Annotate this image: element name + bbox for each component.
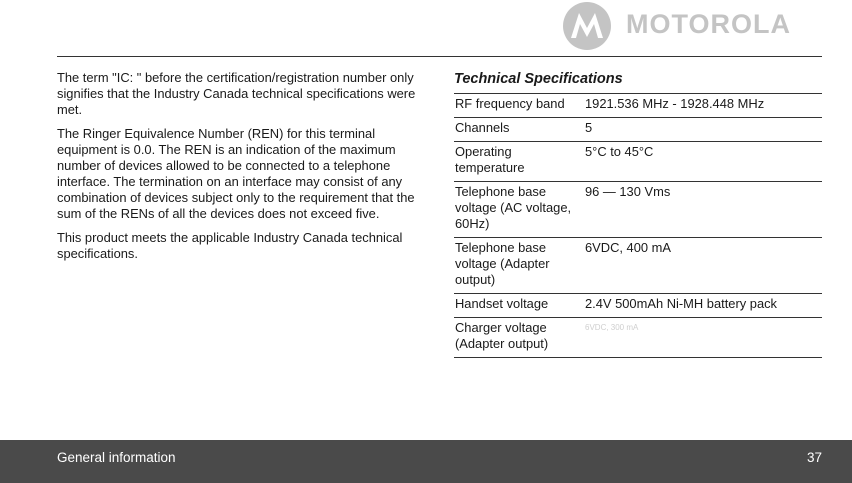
page-number: 37 [806, 450, 822, 465]
spec-section [454, 70, 822, 358]
spec-value: 5 [584, 118, 822, 142]
paragraph-ic-term: The term "IC: " before the certification/registration number only signifies that the Industry Canada technical specifications were met. [57, 70, 416, 117]
spec-label: RF frequency band [454, 94, 584, 118]
spec-table [454, 93, 822, 358]
spec-row [454, 238, 822, 294]
spec-row [454, 294, 822, 318]
spec-row [454, 182, 822, 238]
header-divider [57, 56, 822, 57]
spec-row [454, 142, 822, 182]
spec-value: 5°C to 45°C [584, 142, 822, 182]
spec-label: Channels [454, 118, 584, 142]
spec-value: 6VDC, 300 mA [584, 318, 822, 358]
spec-label: Operating temperature [454, 142, 584, 182]
spec-label: Telephone base voltage (AC voltage, 60Hz) [454, 182, 584, 238]
intro-text [57, 70, 429, 270]
brand-wordmark: MOTOROLA [626, 9, 791, 39]
paragraph-ren: The Ringer Equivalence Number (REN) for this terminal equipment is 0.0. The REN is an indication of the maximum number of devices allowed to be connected to a telephone interface. The termination on an interface may consist of any combination of devices subject only to the requirement that the sum of the RENs of all the devices does not exceed five. [57, 126, 415, 221]
spec-label: Charger voltage (Adapter output) [454, 318, 584, 358]
motorola-logo-icon [561, 0, 613, 52]
spec-row [454, 118, 822, 142]
brand-logo [561, 0, 831, 52]
footer-section-title: General information [57, 450, 176, 465]
spec-label: Handset voltage [454, 294, 584, 318]
spec-row [454, 318, 822, 358]
spec-row [454, 94, 822, 118]
spec-label: Telephone base voltage (Adapter output) [454, 238, 584, 294]
spec-value: 6VDC, 400 mA [584, 238, 822, 294]
spec-value: 2.4V 500mAh Ni-MH battery pack [584, 294, 822, 318]
spec-value: 96 — 130 Vms [584, 182, 822, 238]
spec-value: 1921.536 MHz - 1928.448 MHz [584, 94, 822, 118]
spec-title: Technical Specifications [454, 71, 623, 87]
paragraph-compliance: This product meets the applicable Industry Canada technical specifications. [57, 230, 403, 261]
page-footer [0, 440, 852, 483]
